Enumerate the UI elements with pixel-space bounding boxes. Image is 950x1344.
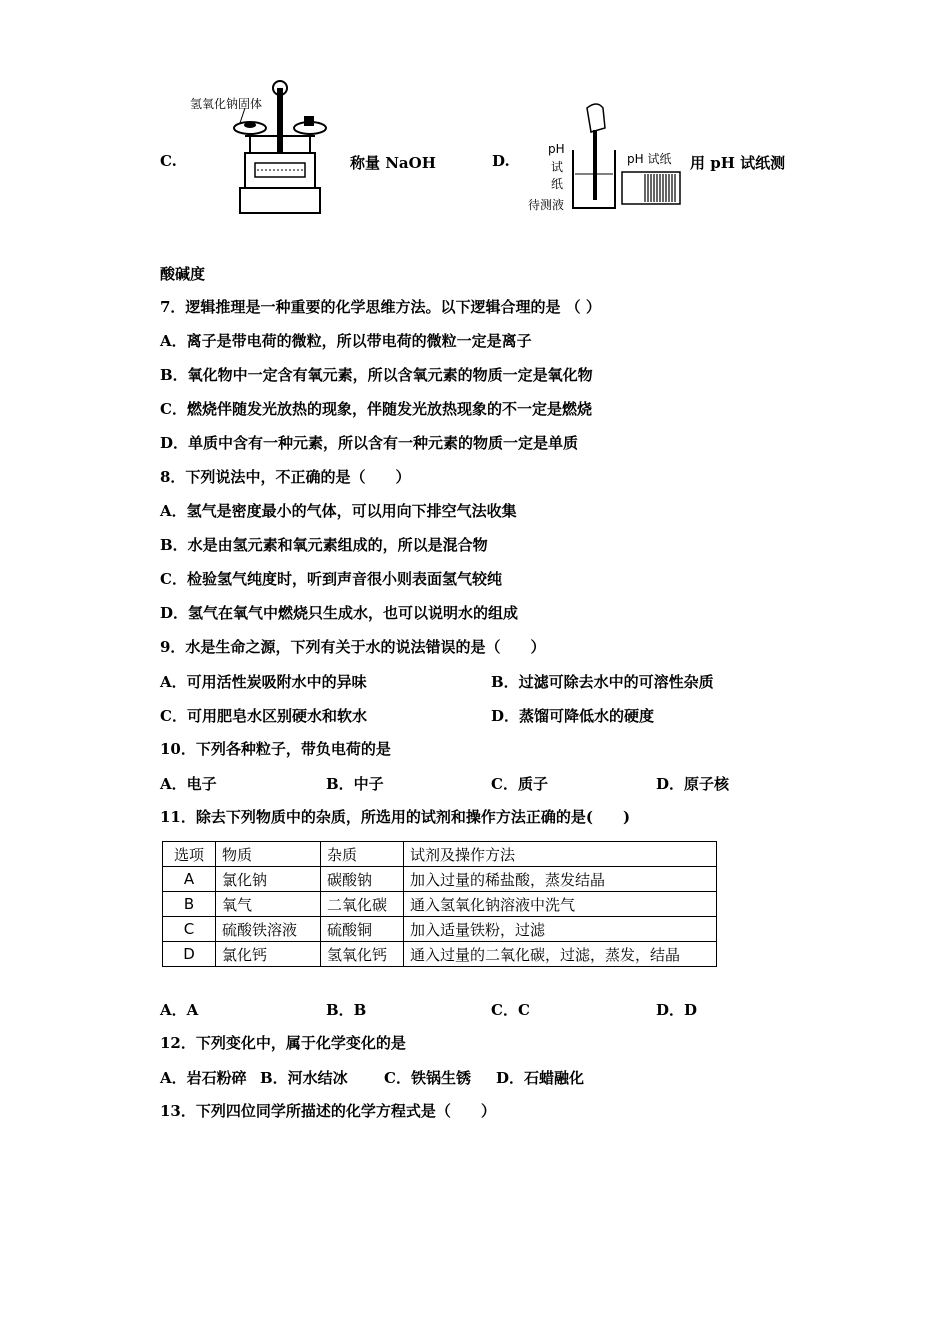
q12-stem: 12．下列变化中，属于化学变化的是 [160, 1034, 406, 1052]
table-cell: 氯化钠 [216, 867, 321, 892]
balance-figure-label: 氢氧化钠固体 [190, 97, 263, 111]
q11-table [162, 841, 717, 967]
table-header-cell: 杂质 [321, 842, 404, 867]
q8-option-b: B．水是由氢元素和氧元素组成的，所以是混合物 [160, 536, 488, 554]
table-cell: 硫酸铜 [321, 917, 404, 942]
q9-option-d: D．蒸馏可降低水的硬度 [491, 707, 655, 725]
q8-option-c: C．检验氢气纯度时，听到声音很小则表面氢气较纯 [160, 570, 502, 588]
ph-figure-ph-label: pH [548, 142, 565, 156]
q12-option-b: B．河水结冰 [260, 1069, 348, 1087]
table-header-cell: 试剂及操作方法 [404, 842, 717, 867]
q7-option-c: C．燃烧伴随发光放热的现象，伴随发光放热现象的不一定是燃烧 [160, 400, 592, 418]
table-row [163, 867, 717, 892]
q10-option-b: B．中子 [326, 775, 384, 793]
table-cell: C [163, 917, 216, 942]
table-cell: 碳酸钠 [321, 867, 404, 892]
q6-option-d-letter: D. [492, 152, 510, 170]
table-row [163, 892, 717, 917]
table-header-cell: 物质 [216, 842, 321, 867]
q6-option-d-text: 用 pH 试纸测 [690, 154, 786, 172]
q12-option-c: C．铁锅生锈 [384, 1069, 471, 1087]
q9-option-b: B．过滤可除去水中的可溶性杂质 [491, 673, 714, 691]
q11-stem: 11．除去下列物质中的杂质，所选用的试剂和操作方法正确的是( ) [160, 808, 631, 826]
q7-option-b: B．氧化物中一定含有氧元素，所以含氧元素的物质一定是氧化物 [160, 366, 593, 384]
table-header-row [163, 842, 717, 867]
q11-option-a: A．A [160, 1001, 199, 1019]
q9-option-a: A．可用活性炭吸附水中的异味 [160, 673, 367, 691]
table-cell: 加入适量铁粉，过滤 [404, 917, 717, 942]
table-cell: D [163, 942, 216, 967]
q11-option-c: C．C [491, 1001, 530, 1019]
ph-card-label: pH 试纸 [627, 152, 672, 166]
table-cell: 加入过量的稀盐酸，蒸发结晶 [404, 867, 717, 892]
q6-option-d-continuation: 酸碱度 [160, 265, 206, 283]
q10-option-d: D．原子核 [656, 775, 730, 793]
table-cell: 通入过量的二氧化碳，过滤，蒸发，结晶 [404, 942, 717, 967]
ph-figure-shi-label: 试 [551, 160, 564, 174]
table-cell: 氧气 [216, 892, 321, 917]
table-row [163, 917, 717, 942]
q11-option-b: B．B [326, 1001, 367, 1019]
q7-option-a: A．离子是带电荷的微粒，所以带电荷的微粒一定是离子 [160, 332, 532, 350]
q6-option-c-text: 称量 NaOH [350, 154, 436, 172]
table-cell: A [163, 867, 216, 892]
ph-figure-zhi-label: 纸 [551, 177, 564, 191]
q8-stem: 8．下列说法中，不正确的是（ ） [160, 468, 411, 486]
q8-option-d: D．氢气在氧气中燃烧只生成水，也可以说明水的组成 [160, 604, 519, 622]
table-row [163, 942, 717, 967]
table-cell: 氯化钙 [216, 942, 321, 967]
q12-option-a: A．岩石粉碎 [160, 1069, 247, 1087]
table-cell: 氢氧化钙 [321, 942, 404, 967]
table-cell: 硫酸铁溶液 [216, 917, 321, 942]
q10-option-a: A．电子 [160, 775, 217, 793]
q8-option-a: A．氢气是密度最小的气体，可以用向下排空气法收集 [160, 502, 517, 520]
q10-option-c: C．质子 [491, 775, 548, 793]
table-cell: B [163, 892, 216, 917]
q11-option-d: D．D [656, 1001, 698, 1019]
q10-stem: 10．下列各种粒子，带负电荷的是 [160, 740, 391, 758]
q12-option-d: D．石蜡融化 [496, 1069, 585, 1087]
ph-figure-liquid-label: 待测液 [528, 198, 565, 212]
q9-option-c: C．可用肥皂水区别硬水和软水 [160, 707, 367, 725]
q9-stem: 9．水是生命之源，下列有关于水的说法错误的是（ ） [160, 638, 546, 656]
q7-option-d: D．单质中含有一种元素，所以含有一种元素的物质一定是单质 [160, 434, 579, 452]
q7-stem: 7．逻辑推理是一种重要的化学思维方法。以下逻辑合理的是 （ ） [160, 298, 601, 316]
table-cell: 二氧化碳 [321, 892, 404, 917]
q13-stem: 13．下列四位同学所描述的化学方程式是（ ） [160, 1102, 496, 1120]
table-cell: 通入氢氧化钠溶液中洗气 [404, 892, 717, 917]
table-header-cell: 选项 [163, 842, 216, 867]
q6-option-c-letter: C. [160, 152, 177, 170]
